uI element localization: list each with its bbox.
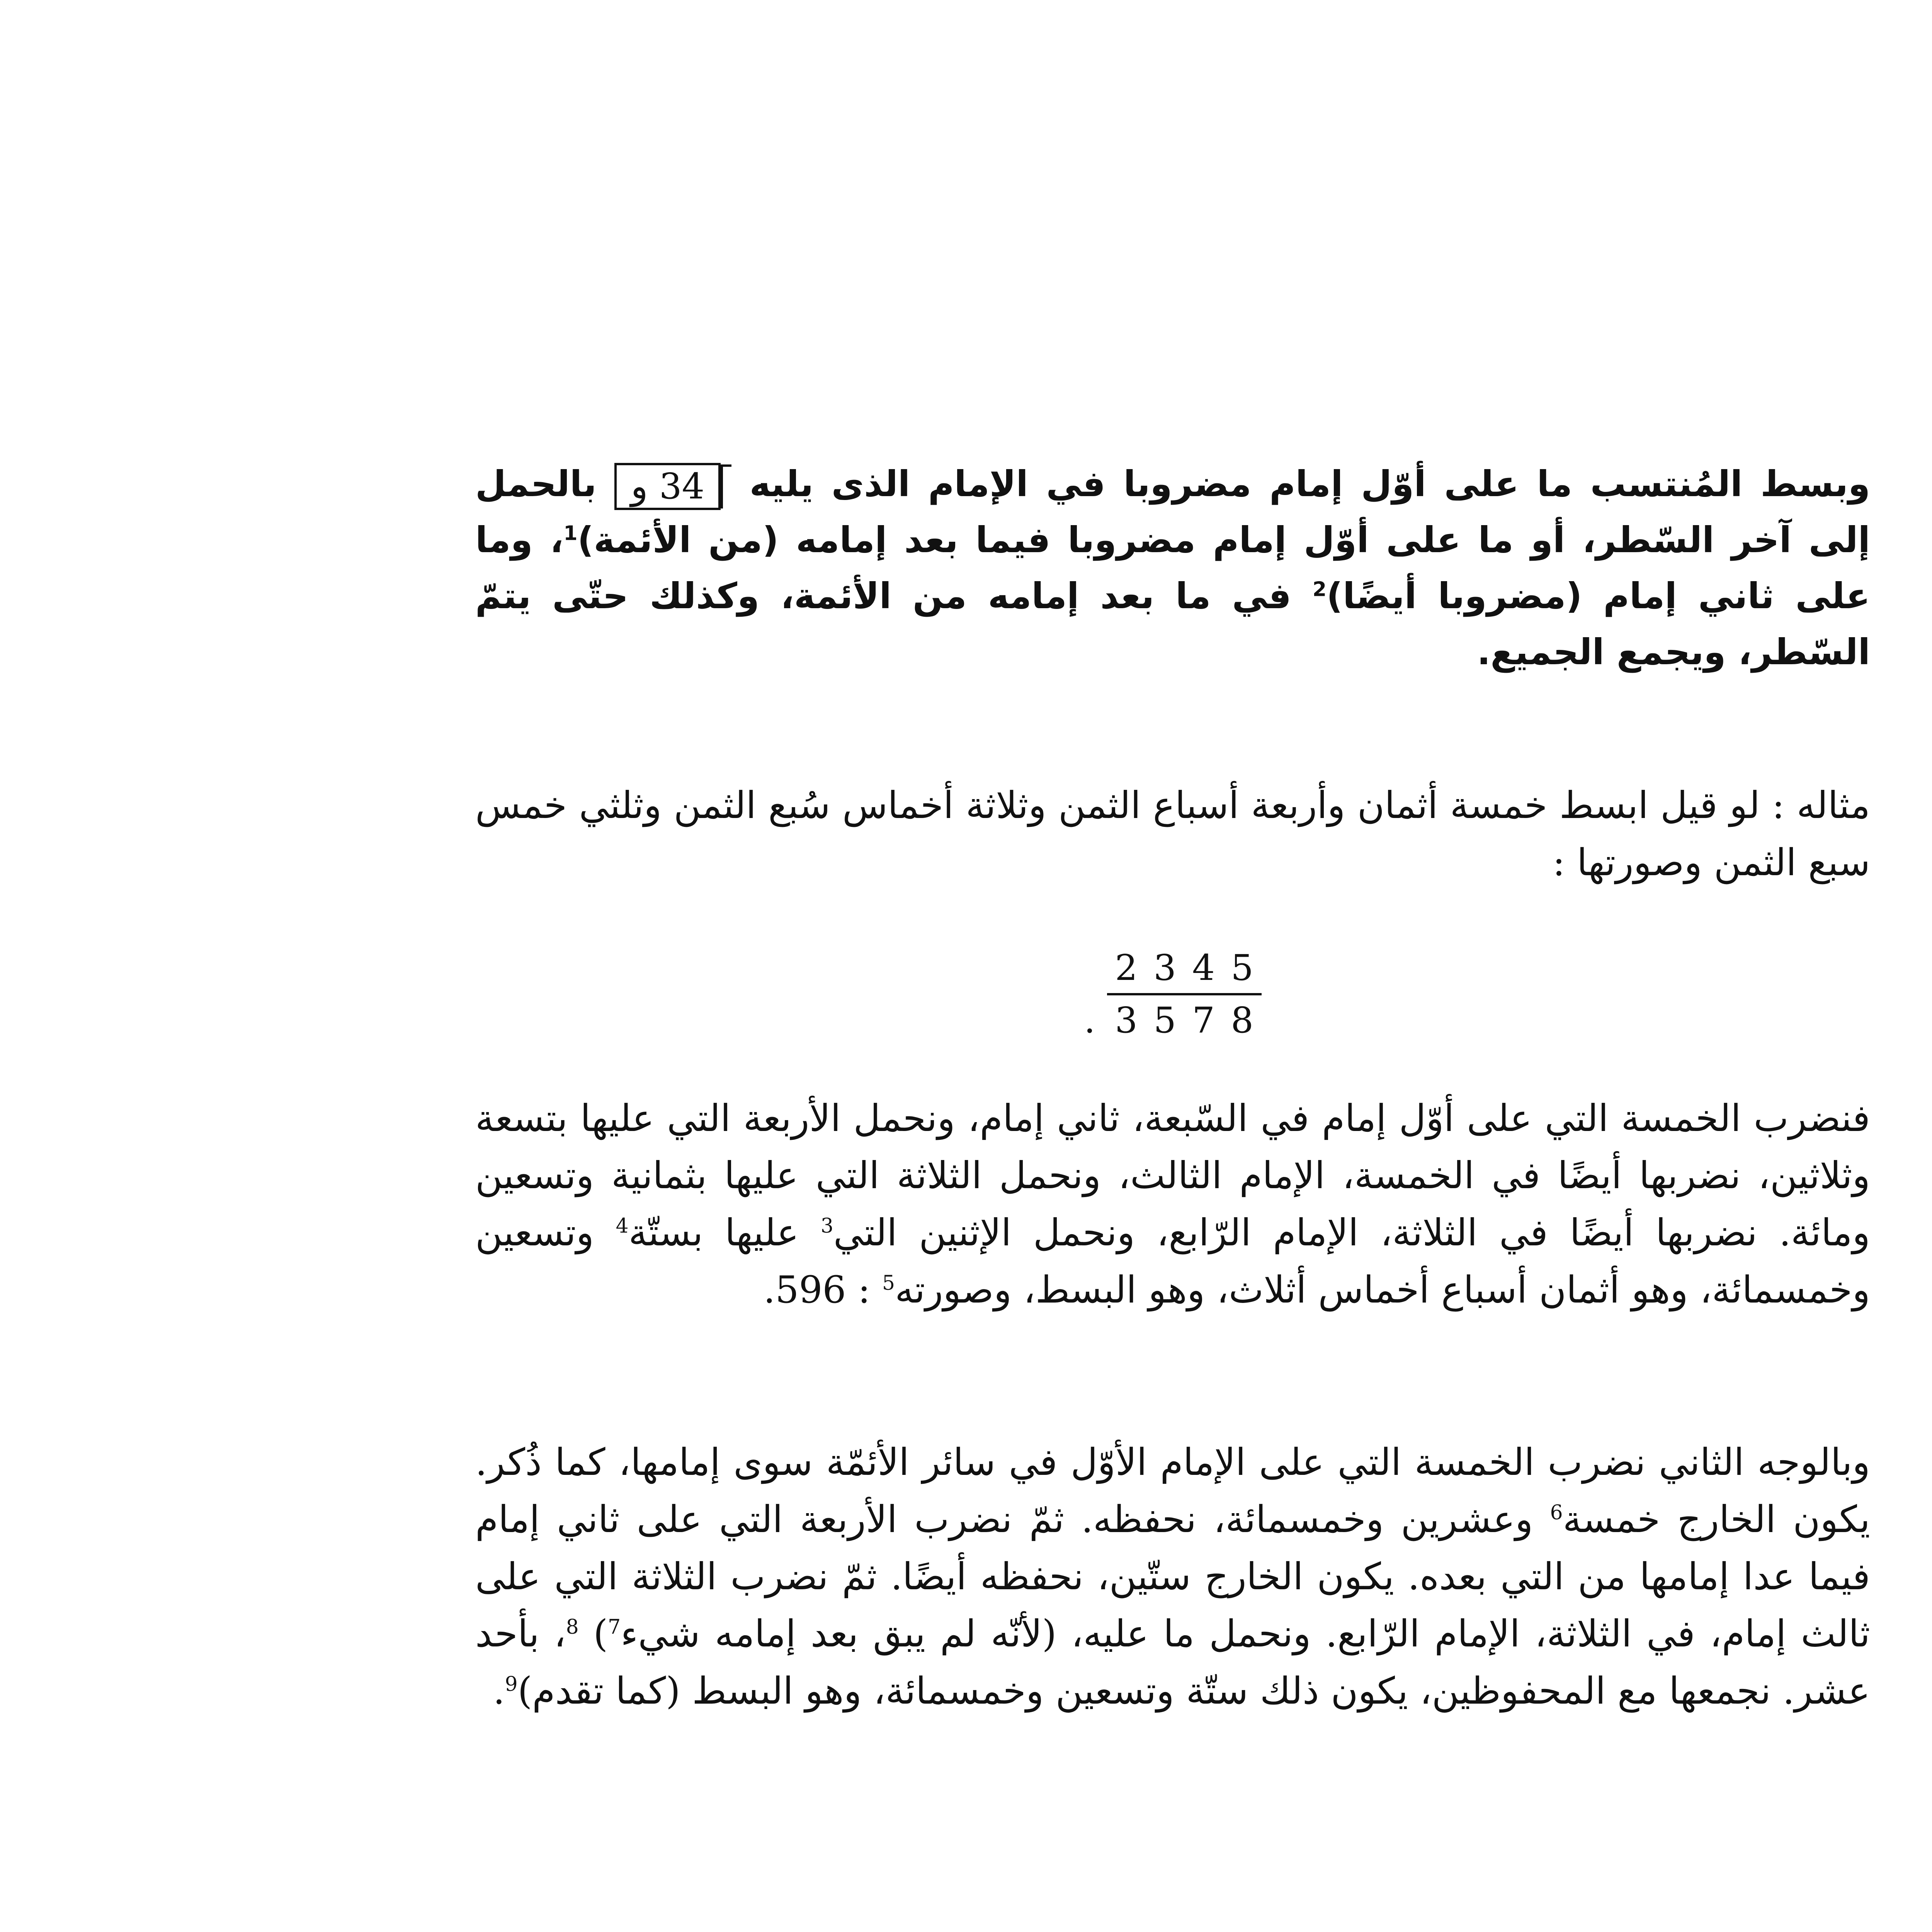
denominator: 3 (1115, 1000, 1138, 1041)
footnote-ref-8[interactable]: 8 (566, 1616, 579, 1639)
page-body (475, 456, 1870, 1932)
method2-text-4: ، بأحد عشر. نجمعها مع المحفوظين، يكون ذلك ستّة وتسعين وخمسمائة، وهو البسط (كما تقدم) (475, 1612, 1870, 1713)
method1-text-2: عليها بستّة (628, 1211, 821, 1254)
intro-text-3: ، وما على ثاني إمام (مضروبا أيضًا) (475, 519, 1870, 617)
method1-text-3: وتسعين وخمسمائة، وهو أثمان أسباع أخماس أثلاث، وهو البسط، وصورته (475, 1211, 1870, 1311)
method2-text-3: ) (578, 1612, 608, 1655)
footnote-ref-6[interactable]: 6 (1550, 1501, 1563, 1524)
denominator: 5 (1153, 1000, 1176, 1041)
page-marker-bracket (721, 464, 731, 509)
intro-paragraph (475, 456, 1870, 680)
page-reference-box: 34 و (614, 463, 721, 510)
footnote-ref-9[interactable]: 9 (505, 1673, 518, 1696)
intro-text-1: وبسط المُنتسب ما على أوّل إمام مضروبا في الإمام الذى يليه (749, 463, 1871, 505)
method-one-paragraph (475, 1090, 1870, 1318)
footnote-ref-3[interactable]: 3 (820, 1214, 833, 1238)
method-two-paragraph (475, 1434, 1870, 1719)
example-paragraph (475, 777, 1870, 891)
fraction-period: . (1084, 1000, 1095, 1041)
method2-text-1: وبالوجه الثاني نضرب الخمسة التي على الإمام الأوّل في سائر الأئمّة سوى إمامها، كما ذُكر. يكون الخارج خمسة (475, 1440, 1871, 1541)
footnote-ref-2[interactable]: 2 (1312, 578, 1327, 601)
intro-text-2: بالحمل إلى آخر السّطر، أو ما على أوّل إمام مضروبا فيما بعد إمامه (من الأئمة) (475, 463, 1871, 561)
footnote-ref-7[interactable]: 7 (608, 1616, 621, 1639)
numerator: 4 (1192, 947, 1215, 988)
footnote-ref-5[interactable]: 5 (882, 1272, 895, 1295)
denominator: 7 (1192, 1000, 1215, 1041)
footnote-ref-1[interactable]: 1 (563, 522, 578, 545)
numerator: 5 (1231, 947, 1253, 988)
fraction-denominators (1107, 995, 1262, 1046)
numerator: 3 (1153, 947, 1176, 988)
method2-text-5: . (493, 1669, 505, 1713)
method2-text-2: وعشرين وخمسمائة، نحفظه. ثمّ نضرب الأربعة التي على ثاني إمام فيما عدا إمامها من التي بعده. يكون الخارج ستّين، نحفظه أيضًا. ثمّ نضرب الثلاثة التي على ثالث إمام، في الثلاثة، الإمام الرّابع. ونحمل ما عليه، (لأنّه لم يبق بعد إمامه شيء (475, 1498, 1871, 1655)
fraction-expression (475, 943, 1870, 1046)
denominator: 8 (1231, 1000, 1253, 1041)
numerator: 2 (1115, 947, 1138, 988)
method1-text-4: : 596. (763, 1268, 882, 1311)
method1-text-1: فنضرب الخمسة التي على أوّل إمام في السّبعة، ثاني إمام، ونحمل الأربعة التي عليها بتسعة وثلاثين، نضربها أيضًا في الخمسة، الإمام الثالث، ونحمل الثلاثة التي عليها بثمانية وتسعين ومائة. نضربها أيضًا في الثلاثة، الإمام الرّابع، ونحمل الإثنين التي (475, 1097, 1871, 1254)
footnote-ref-4[interactable]: 4 (616, 1214, 629, 1238)
fraction-numerators (1107, 943, 1262, 993)
example-text: مثاله : لو قيل ابسط خمسة أثمان وأربعة أسباع الثمن وثلاثة أخماس سُبع الثمن وثلثي خمس سبع الثمن وصورتها : (475, 784, 1871, 884)
intro-text-4: في ما بعد إمامه من الأئمة، وكذلك حتّى يتمّ السّطر، ويجمع الجميع. (475, 575, 1870, 673)
fraction (1107, 943, 1262, 1046)
